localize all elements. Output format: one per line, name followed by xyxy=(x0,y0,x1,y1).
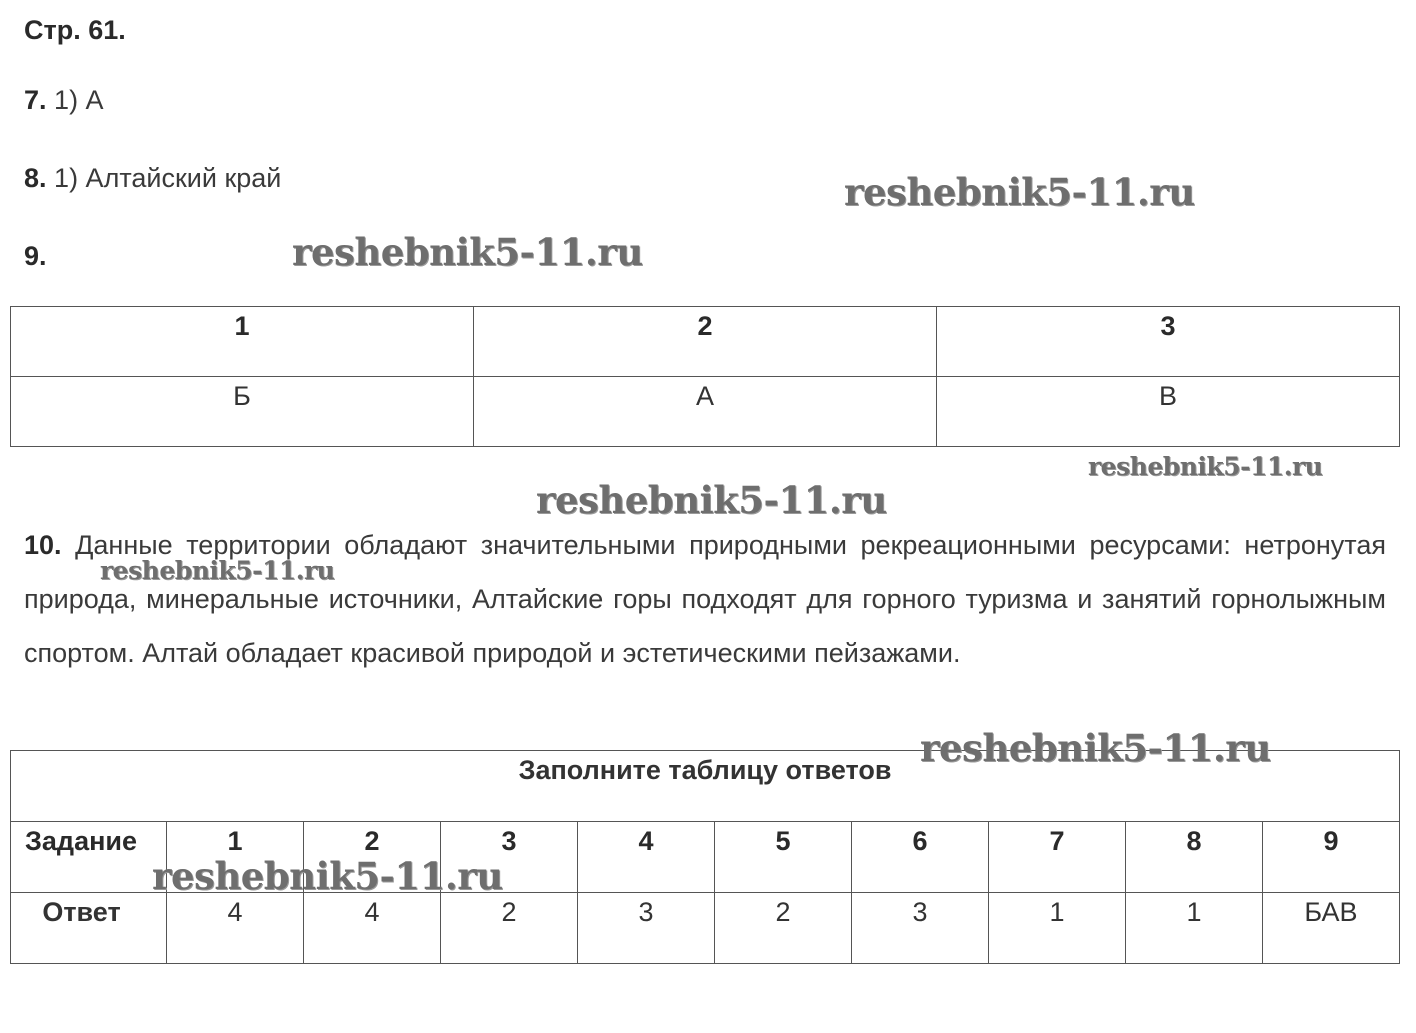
question-7-number: 7. xyxy=(24,85,47,115)
table-header-cell: 1 xyxy=(11,307,474,377)
table-row xyxy=(11,751,1400,822)
question-8-answer: 1) Алтайский край xyxy=(54,163,282,193)
table-cell: Б xyxy=(11,377,474,447)
table-row xyxy=(11,307,1400,377)
table-header-cell: 7 xyxy=(989,822,1126,893)
task-row-label: Задание xyxy=(11,822,167,893)
answer-row-label: Ответ xyxy=(11,893,167,964)
table-header-cell: 5 xyxy=(715,822,852,893)
watermark: reshebnik5-11.ru xyxy=(536,478,887,522)
question-10-text: Данные территории обладают значительными природными рекреационными ресурсами: нетронутая природа, минеральные источники, Алтайские горы подходят для горного туризма и занятий горнолыжным спортом. Алтай обладает красивой природой и эстетическими пейзажами. xyxy=(24,530,1386,668)
table-header-cell: 8 xyxy=(1126,822,1263,893)
question-9-table xyxy=(10,306,1400,447)
table-row xyxy=(11,377,1400,447)
table-cell: 3 xyxy=(852,893,989,964)
table-cell: 1 xyxy=(989,893,1126,964)
table-header-cell: 9 xyxy=(1263,822,1400,893)
table-cell: 3 xyxy=(578,893,715,964)
table-header-cell: 4 xyxy=(578,822,715,893)
table-header-cell: 3 xyxy=(937,307,1400,377)
watermark: reshebnik5-11.ru xyxy=(152,854,503,898)
watermark: reshebnik5-11.ru xyxy=(844,170,1195,214)
table-cell: А xyxy=(474,377,937,447)
watermark: reshebnik5-11.ru xyxy=(1088,452,1323,481)
question-8 xyxy=(24,162,281,194)
table-cell: 1 xyxy=(1126,893,1263,964)
watermark: reshebnik5-11.ru xyxy=(920,726,1271,770)
table-cell: 2 xyxy=(715,893,852,964)
question-9-number: 9. xyxy=(24,241,47,271)
table-header-cell: 2 xyxy=(304,822,441,893)
question-10-number: 10. xyxy=(24,530,62,560)
question-7 xyxy=(24,84,104,116)
table-header-cell: 6 xyxy=(852,822,989,893)
watermark: reshebnik5-11.ru xyxy=(292,230,643,274)
question-10 xyxy=(24,518,1386,680)
answers-table xyxy=(10,750,1400,964)
table-row xyxy=(11,893,1400,964)
watermark: reshebnik5-11.ru xyxy=(100,556,335,585)
table-cell: БАВ xyxy=(1263,893,1400,964)
table-header-cell: 3 xyxy=(441,822,578,893)
page-number: Стр. 61. xyxy=(24,15,126,45)
table-header-cell: 2 xyxy=(474,307,937,377)
table-cell: В xyxy=(937,377,1400,447)
question-8-number: 8. xyxy=(24,163,47,193)
table-header-cell: 1 xyxy=(167,822,304,893)
table-cell: 2 xyxy=(441,893,578,964)
answers-table-title: Заполните таблицу ответов xyxy=(11,751,1400,822)
question-7-answer: 1) А xyxy=(54,85,104,115)
table-cell: 4 xyxy=(304,893,441,964)
table-cell: 4 xyxy=(167,893,304,964)
table-row xyxy=(11,822,1400,893)
